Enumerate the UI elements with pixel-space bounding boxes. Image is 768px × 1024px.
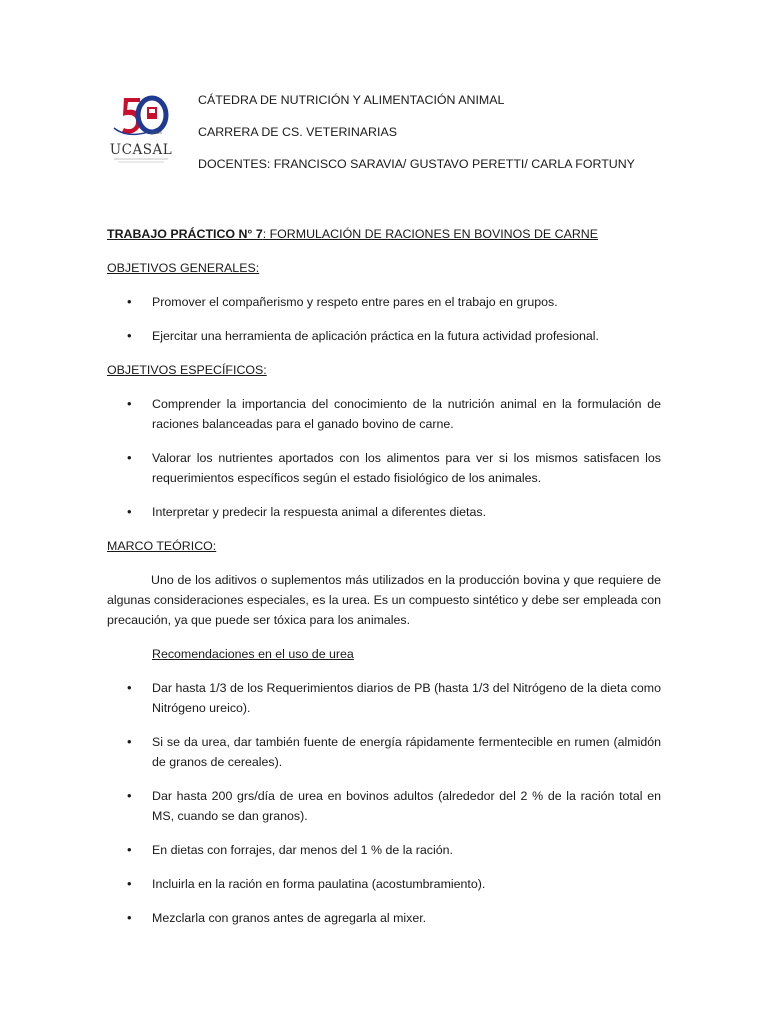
header-docentes: DOCENTES: FRANCISCO SARAVIA/ GUSTAVO PERETTI/ CARLA FORTUNY (198, 157, 635, 171)
logo-tagline: años (150, 130, 162, 136)
list-objetivos-especificos (107, 394, 661, 522)
list-objetivos-generales (107, 292, 661, 346)
bullet-icon: • (127, 842, 132, 857)
bullet-icon: • (127, 680, 132, 695)
document-header (198, 90, 718, 174)
title-bold: TRABAJO PRÁCTICO N° 7 (107, 227, 263, 241)
bullet-icon: • (127, 734, 132, 749)
list-item: • Ejercitar una herramienta de aplicación práctica en la futura actividad profesional. (107, 326, 661, 346)
bullet-icon: • (127, 910, 132, 925)
heading-marco-teorico: MARCO TEÓRICO: (107, 539, 217, 553)
header-catedra: CÁTEDRA DE NUTRICIÓN Y ALIMENTACIÓN ANIMAL (198, 93, 505, 107)
bullet-icon: • (127, 788, 132, 803)
list-item: • Valorar los nutrientes aportados con los alimentos para ver si los mismos satisfacen los requerimientos específicos según el estado fisiológico de los animales. (127, 450, 661, 485)
ucasal-logo (106, 88, 176, 166)
ucasal-50-years-emblem (106, 88, 176, 166)
list-item: • Promover el compañerismo y respeto entre pares en el trabajo en grupos. (107, 292, 661, 312)
bullet-icon: • (127, 328, 132, 343)
list-item: • Si se da urea, dar también fuente de energía rápidamente fermentecible en rumen (almidón de granos de cereales). (127, 734, 661, 769)
list-recomendaciones (107, 678, 661, 928)
list-item: • Mezclarla con granos antes de agregarla al mixer. (107, 908, 661, 928)
list-item: • Dar hasta 200 grs/día de urea en bovinos adultos (alrededor del 2 % de la ración total en MS, cuando se dan granos). (127, 788, 661, 823)
list-item: • Comprender la importancia del conocimiento de la nutrición animal en la formulación de raciones balanceadas para el ganado bovino de carne. (127, 396, 661, 431)
list-item: • Incluirla en la ración en forma paulatina (acostumbramiento). (107, 874, 661, 894)
marco-teorico-paragraph: Uno de los aditivos o suplementos más utilizados en la producción bovina y que requiere de algunas consideraciones especiales, es la urea. Es un compuesto sintético y debe ser empleada con precaución, ya que puede ser tóxica para los animales. (107, 573, 661, 627)
list-item: • Interpretar y predecir la respuesta animal a diferentes dietas. (107, 502, 661, 522)
title-rest: : FORMULACIÓN DE RACIONES EN BOVINOS DE CARNE (262, 227, 599, 241)
bullet-icon: • (127, 504, 132, 519)
list-item: • Dar hasta 1/3 de los Requerimientos diarios de PB (hasta 1/3 del Nitrógeno de la dieta como Nitrógeno ureico). (127, 680, 661, 715)
bullet-icon: • (127, 294, 132, 309)
list-item: • En dietas con forrajes, dar menos del 1 % de la ración. (107, 840, 661, 860)
heading-objetivos-generales: OBJETIVOS GENERALES: (107, 261, 260, 275)
document-body (107, 224, 661, 928)
logo-wordmark: UCASAL (109, 142, 173, 158)
subheading-recomendaciones: Recomendaciones en el uso de urea (152, 647, 354, 661)
header-carrera: CARRERA DE CS. VETERINARIAS (198, 125, 397, 139)
heading-objetivos-especificos: OBJETIVOS ESPECÍFICOS: (107, 363, 267, 377)
bullet-icon: • (127, 876, 132, 891)
document-title (107, 224, 661, 244)
bullet-icon: • (127, 396, 132, 411)
bullet-icon: • (127, 450, 132, 465)
